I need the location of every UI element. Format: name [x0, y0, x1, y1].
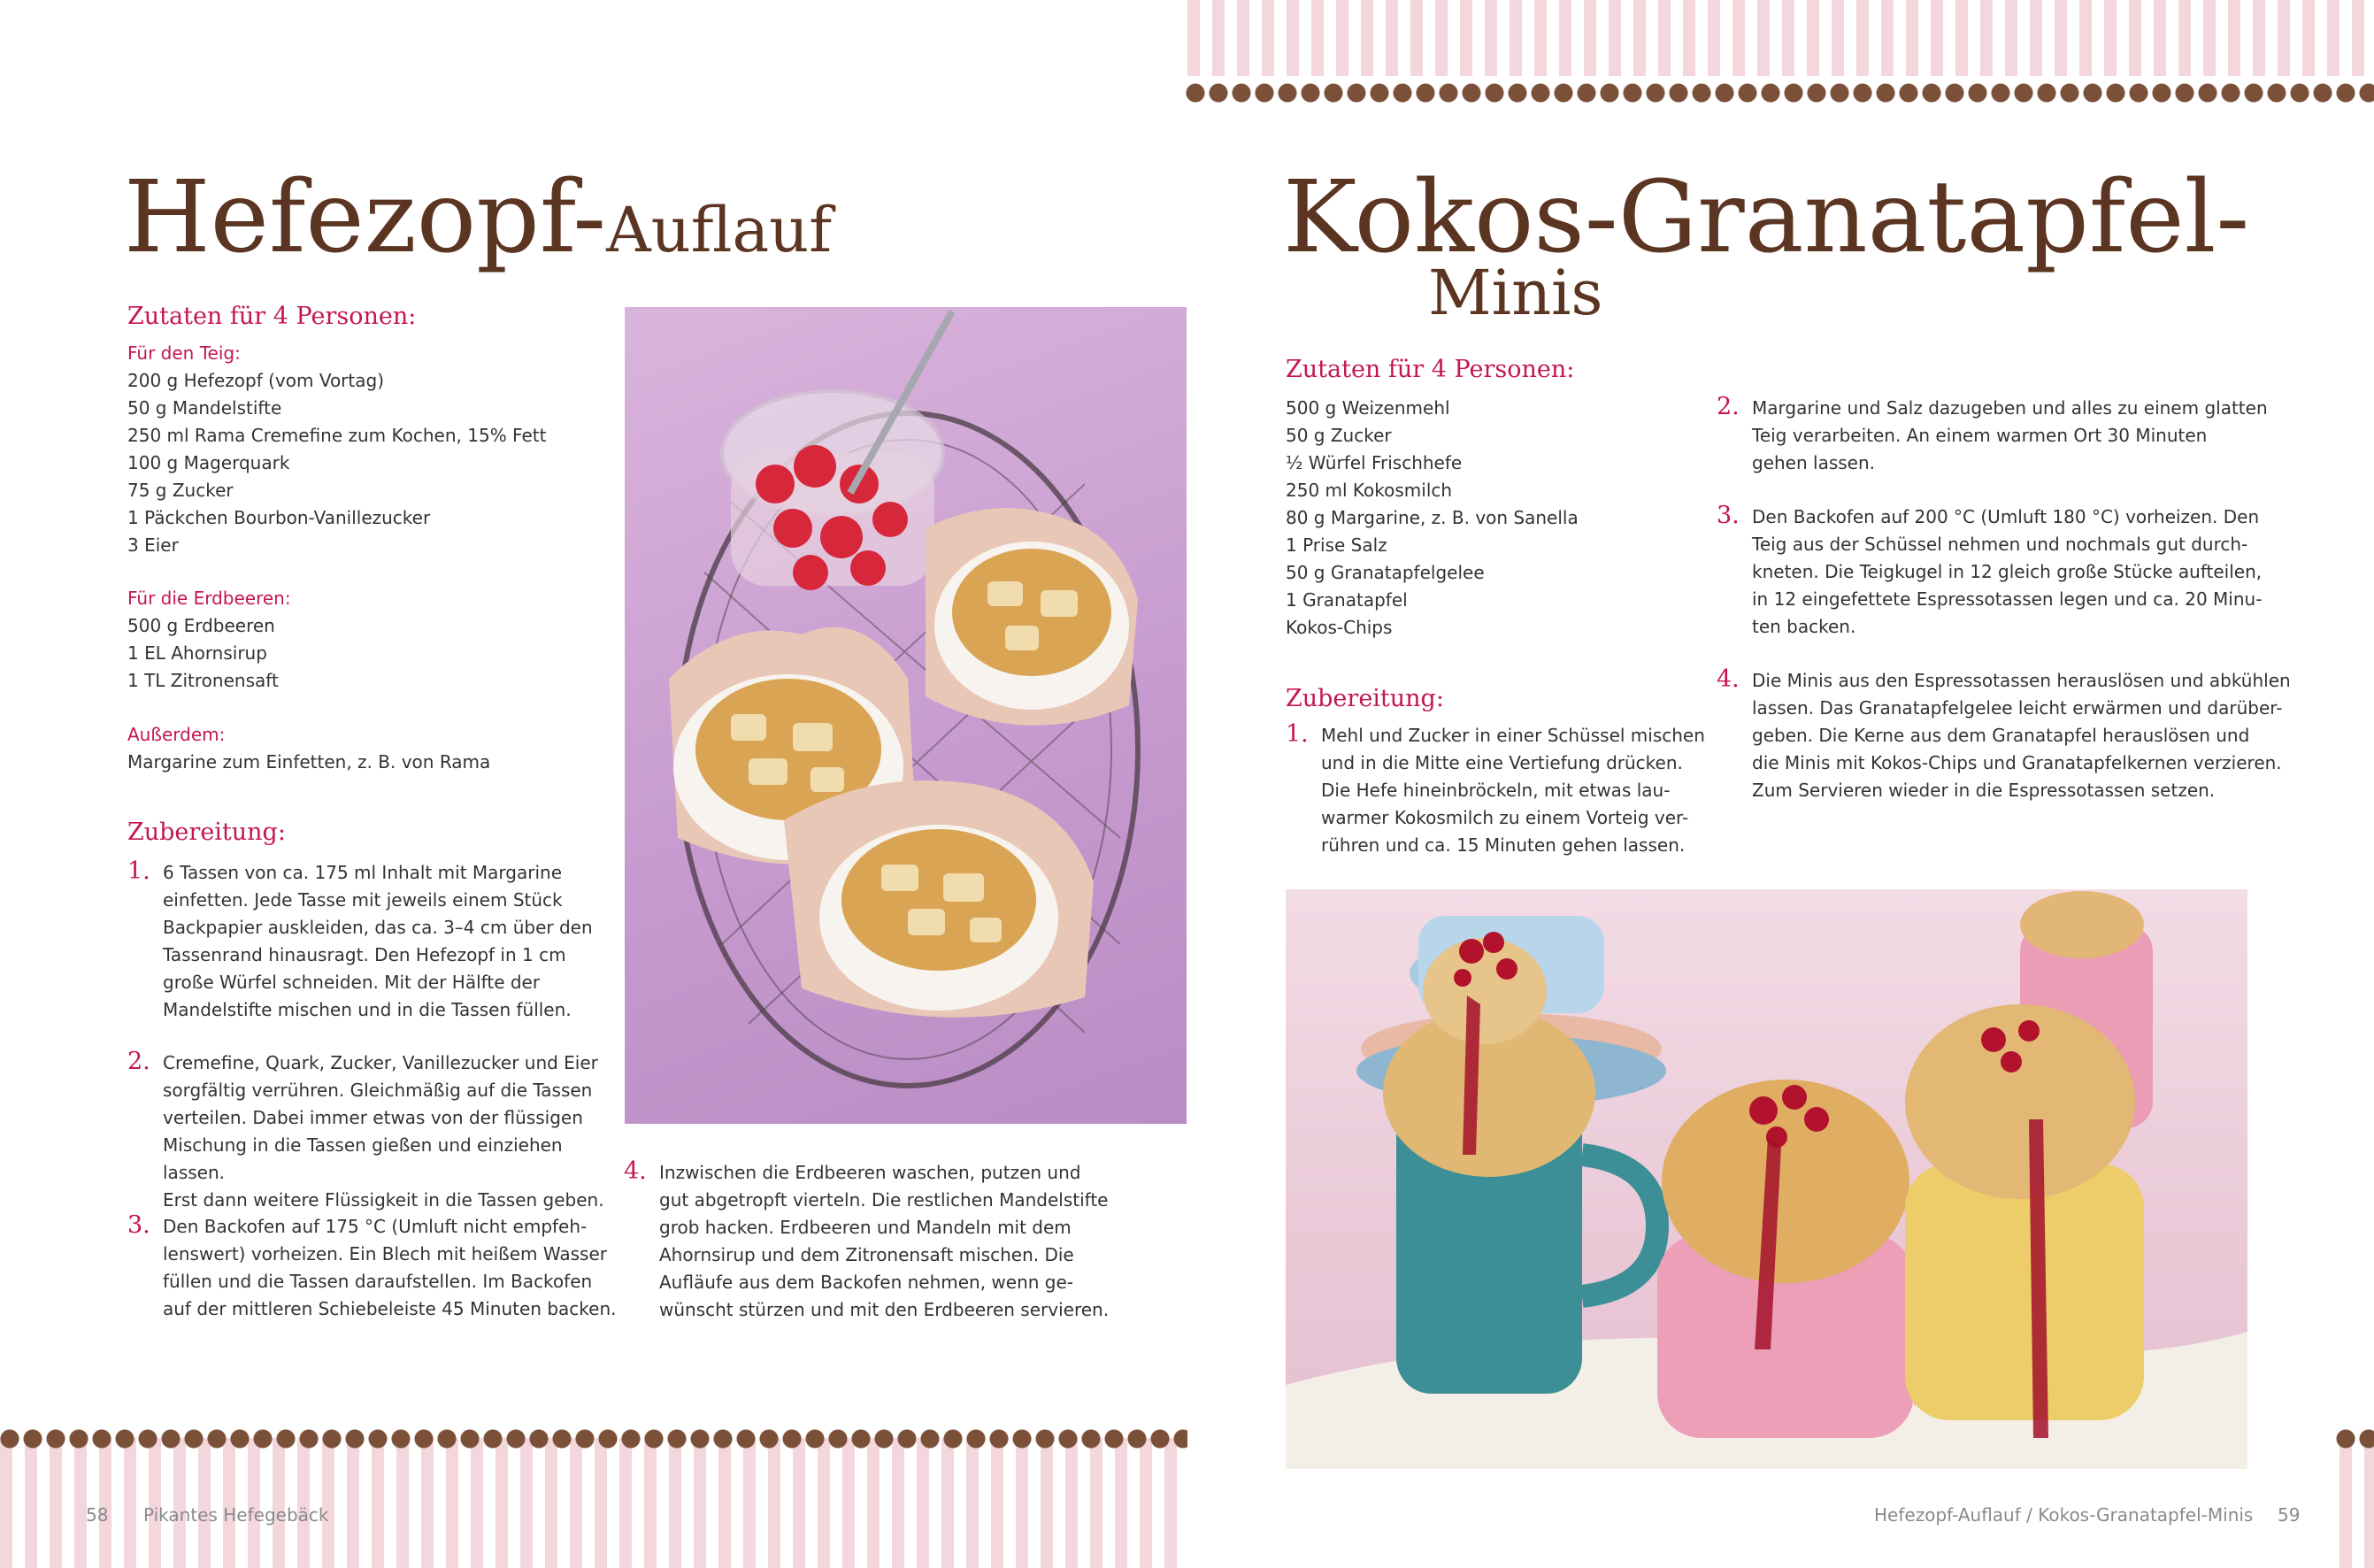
list-item: 1 Päckchen Bourbon-Vanillezucker [127, 507, 431, 528]
left-page-number: 58 [86, 1504, 109, 1526]
step-number: 3. [1717, 502, 1740, 529]
list-item: 500 g Erdbeeren [127, 615, 275, 636]
step-number: 2. [127, 1048, 150, 1075]
extra-heading: Außerdem: [127, 724, 226, 745]
extra-ingredient-list [127, 749, 490, 776]
step-number: 1. [1286, 720, 1309, 748]
decorative-stripes-bottom [0, 1438, 1187, 1568]
right-recipe-title-main: Kokos-Granatapfel- [1283, 160, 2250, 275]
step-number: 3. [127, 1211, 150, 1239]
list-item: 80 g Margarine, z. B. von Sanella [1286, 507, 1579, 528]
running-title: Hefezopf-Auflauf / Kokos-Granatapfel-Minis [1874, 1504, 2254, 1526]
list-item: 75 g Zucker [127, 480, 234, 501]
decorative-dots-top [1186, 83, 2374, 103]
step-number: 1. [127, 857, 150, 885]
left-recipe-title: Hefezopf-Auflauf [124, 160, 833, 275]
right-ingredients-heading: Zutaten für 4 Personen: [1286, 356, 1575, 383]
hefezopf-auflauf-photo [625, 307, 1187, 1124]
left-ingredients-heading: Zutaten für 4 Personen: [127, 303, 417, 330]
step-number: 2. [1717, 393, 1740, 420]
right-step-2: 2. Margarine und Salz dazugeben und alles zu einem glatten Teig verarbeiten. An einem warmen Ort 30 Minuten gehen lassen. [1717, 393, 2268, 473]
left-step-1: 1. 6 Tassen von ca. 175 ml Inhalt mit Margarine einfetten. Jede Tasse mit jeweils einem Stück Backpapier auskleiden, das ca. 3–4 cm über den Tassenrand hinausragt. Den Hefezopf in 1 cm große Würfel schneiden. Mit der Hälfte der Mandelstifte mischen und in die Tassen füllen. [127, 857, 593, 1020]
list-item: 1 TL Zitronensaft [127, 670, 279, 691]
dough-heading: Für den Teig: [127, 342, 241, 364]
list-item: Kokos-Chips [1286, 617, 1393, 638]
list-item: 250 ml Kokosmilch [1286, 480, 1453, 501]
left-step-2: 2. Cremefine, Quark, Zucker, Vanillezucker und Eier sorgfältig verrühren. Gleichmäßig auf die Tassen verteilen. Dabei immer etwas von der flüssigen Mischung in die Tassen gießen und einziehen lassen. Erst dann weitere Flüssigkeit in die Tassen geben. [127, 1048, 604, 1211]
dough-ingredient-list [127, 367, 546, 559]
list-item: 1 Granatapfel [1286, 589, 1408, 611]
left-step-3: 3. Den Backofen auf 175 °C (Umluft nicht empfeh- lenswert) vorheizen. Ein Blech mit heißem Wasser füllen und die Tassen daraufstellen. Im Backofen auf der mittleren Schiebeleiste 45 Minuten backen. [127, 1211, 617, 1319]
list-item: 50 g Mandelstifte [127, 397, 282, 419]
decorative-dots-bottom-right [2336, 1429, 2374, 1449]
step-number: 4. [1717, 665, 1740, 693]
section-title: Pikantes Hefegebäck [143, 1504, 329, 1526]
list-item: 500 g Weizenmehl [1286, 397, 1450, 419]
list-item: 1 Prise Salz [1286, 534, 1387, 556]
berries-heading: Für die Erdbeeren: [127, 588, 291, 609]
decorative-dots-bottom [0, 1429, 1187, 1449]
list-item: 200 g Hefezopf (vom Vortag) [127, 370, 384, 391]
decorative-stripes-bottom-right [2339, 1438, 2374, 1568]
list-item: 250 ml Rama Cremefine zum Kochen, 15% Fett [127, 425, 547, 446]
right-ingredient-list [1286, 395, 1579, 642]
right-step-4: 4. Die Minis aus den Espressotassen herauslösen und abkühlen lassen. Das Granatapfelgelee leicht erwärmen und darüber- geben. Die Kerne aus dem Granatapfel herauslösen und die Minis mit Kokos-Chips und Granatapfelkernen verzieren. Zum Servieren wieder in die Espressotassen setzen. [1717, 665, 2291, 801]
kokos-granatapfel-minis-photo [1286, 889, 2247, 1469]
decorative-stripes-top [1187, 0, 2374, 76]
list-item: Margarine zum Einfetten, z. B. von Rama [127, 751, 491, 772]
list-item: ½ Würfel Frischhefe [1286, 452, 1463, 473]
right-page-number: 59 [2278, 1504, 2301, 1526]
left-step-4: 4. Inzwischen die Erdbeeren waschen, putzen und gut abgetropft vierteln. Die restlichen Mandelstifte grob hacken. Erdbeeren und Mandeln mit dem Ahornsirup und dem Zitronensaft mischen. Die Aufläufe aus dem Backofen nehmen, wenn ge- wünscht stürzen und mit den Erdbeeren servieren. [624, 1157, 1110, 1320]
list-item: 50 g Granatapfelgelee [1286, 562, 1485, 583]
right-recipe-title-sub: Minis [1428, 257, 1603, 329]
list-item: 100 g Magerquark [127, 452, 290, 473]
left-preparation-heading: Zubereitung: [127, 819, 286, 846]
right-step-3: 3. Den Backofen auf 200 °C (Umluft 180 °C) vorheizen. Den Teig aus der Schüssel nehmen und nochmals gut durch- kneten. Die Teigkugel in 12 gleich große Stücke aufteilen, in 12 eingefettete Espressotassen legen und ca. 20 Minu- ten backen. [1717, 502, 2263, 637]
step-number: 4. [624, 1157, 647, 1185]
right-preparation-heading: Zubereitung: [1286, 685, 1444, 712]
list-item: 1 EL Ahornsirup [127, 642, 267, 664]
berries-ingredient-list [127, 612, 279, 695]
right-step-1: 1. Mehl und Zucker in einer Schüssel mischen und in die Mitte eine Vertiefung drücken. Die Hefe hineinbröckeln, mit etwas lau- warmer Kokosmilch zu einem Vorteig ver- rühren und ca. 15 Minuten gehen lassen. [1286, 720, 1705, 856]
list-item: 50 g Zucker [1286, 425, 1392, 446]
list-item: 3 Eier [127, 534, 179, 556]
